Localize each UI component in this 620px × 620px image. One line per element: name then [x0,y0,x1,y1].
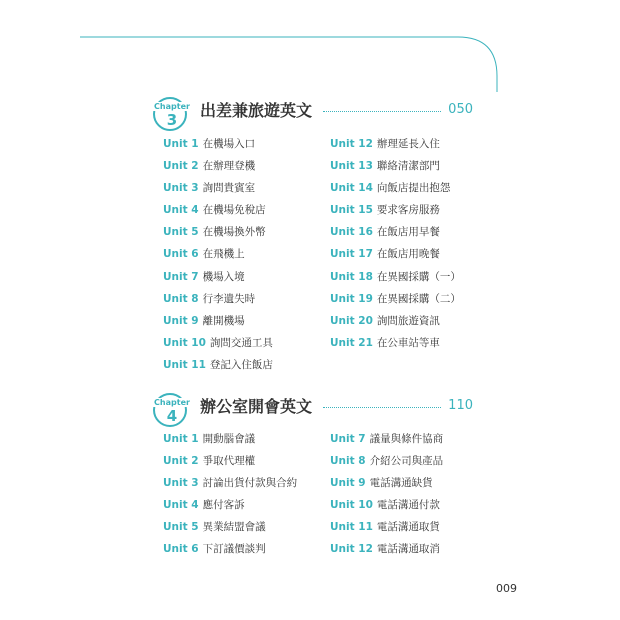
unit-item[interactable] [163,454,297,476]
unit-title: 在機場入口 [202,138,256,150]
unit-title: 登記入住飯店 [209,358,273,371]
unit-number: Unit 21 [330,336,373,349]
unit-title: 離開機場 [202,314,245,327]
unit-item[interactable] [330,292,461,314]
unit-number: Unit 7 [163,270,199,283]
unit-number: Unit 2 [163,455,199,468]
unit-item[interactable] [163,498,297,520]
unit-number: Unit 8 [163,292,199,305]
unit-number: Unit 6 [163,248,199,261]
unit-title: 在公車站等車 [376,336,440,349]
unit-title: 電話溝通取消 [376,543,440,556]
unit-title: 開動腦會議 [202,433,256,445]
unit-item[interactable] [330,203,461,225]
chapter-3-dotted-leader [323,111,441,112]
unit-item[interactable] [163,432,297,454]
unit-title: 詢問旅遊資訊 [376,314,440,327]
unit-item[interactable] [163,159,273,181]
chapter-3-header[interactable] [153,97,473,133]
chapter-4-badge-number: 4 [166,407,178,425]
unit-title: 辦理延長入住 [376,138,440,150]
chapter-3-badge [153,97,190,131]
chapter-4-header[interactable] [153,393,473,429]
unit-item[interactable] [330,181,461,203]
unit-title: 行李遺失時 [202,292,256,305]
unit-title: 異業結盟會議 [202,521,266,534]
unit-title: 在異國採購（二） [376,292,461,305]
chapter-4-page-number: 110 [448,398,473,413]
unit-item[interactable] [330,520,443,542]
unit-number: Unit 10 [330,499,373,512]
unit-item[interactable] [330,454,443,476]
unit-item[interactable] [163,542,297,564]
unit-number: Unit 16 [330,226,373,239]
unit-title: 電話溝通付款 [376,499,440,512]
unit-item[interactable] [330,542,443,564]
unit-number: Unit 1 [163,138,199,150]
unit-title: 在飯店用晚餐 [376,248,440,261]
unit-number: Unit 14 [330,182,373,195]
unit-title: 電話溝通取貨 [376,521,440,534]
unit-number: Unit 9 [163,314,199,327]
unit-item[interactable] [163,270,273,292]
chapter-4-badge [153,393,190,427]
page-number: 009 [496,582,517,595]
unit-title: 介紹公司與產品 [369,455,444,468]
chapter-4-title: 辦公室開會英文 [200,397,313,416]
unit-number: Unit 1 [163,433,199,445]
chapter-3-title: 出差兼旅遊英文 [200,101,313,120]
unit-title: 電話溝通缺貨 [369,477,433,490]
unit-number: Unit 6 [163,543,199,556]
unit-number: Unit 19 [330,292,373,305]
chapter-3-left-unit-list [163,137,273,380]
unit-number: Unit 15 [330,204,373,217]
unit-title: 在異國採購（一） [376,270,461,283]
unit-title: 向飯店提出抱怨 [376,182,451,195]
unit-number: Unit 10 [163,336,206,349]
unit-number: Unit 17 [330,248,373,261]
unit-title: 機場入境 [202,270,245,283]
unit-item[interactable] [330,159,461,181]
unit-number: Unit 20 [330,314,373,327]
unit-number: Unit 12 [330,543,373,556]
unit-title: 討論出貨付款與合約 [202,477,298,490]
chapter-3-badge-word: Chapter [151,102,193,111]
unit-number: Unit 5 [163,226,199,239]
unit-title: 爭取代理權 [202,455,256,468]
unit-title: 議量與條件協商 [369,433,444,445]
unit-number: Unit 8 [330,455,366,468]
unit-number: Unit 3 [163,477,199,490]
unit-number: Unit 11 [163,358,206,371]
unit-item[interactable] [163,358,273,380]
chapter-4-right-unit-list [330,432,443,565]
unit-item[interactable] [163,225,273,247]
unit-item[interactable] [330,432,443,454]
unit-title: 在機場免稅店 [202,204,266,217]
unit-item[interactable] [163,314,273,336]
unit-item[interactable] [163,137,273,159]
unit-number: Unit 7 [330,433,366,445]
unit-title: 要求客房服務 [376,204,440,217]
unit-number: Unit 13 [330,160,373,173]
unit-number: Unit 12 [330,138,373,150]
unit-title: 下訂議價談判 [202,543,266,556]
unit-title: 在飛機上 [202,248,245,261]
unit-number: Unit 11 [330,521,373,534]
unit-item[interactable] [330,498,443,520]
unit-item[interactable] [163,520,297,542]
chapter-4-badge-word: Chapter [151,398,193,407]
unit-item[interactable] [330,314,461,336]
unit-item[interactable] [163,247,273,269]
unit-number: Unit 4 [163,204,199,217]
unit-item[interactable] [330,225,461,247]
unit-title: 詢問貴賓室 [202,182,256,195]
unit-item[interactable] [330,336,461,358]
chapter-4-left-unit-list [163,432,297,565]
unit-number: Unit 18 [330,270,373,283]
unit-item[interactable] [330,247,461,269]
unit-title: 詢問交通工具 [209,336,273,349]
unit-title: 在飯店用早餐 [376,226,440,239]
unit-title: 應付客訴 [202,499,245,512]
unit-item[interactable] [163,292,273,314]
chapter-3-right-unit-list [330,137,461,358]
unit-title: 聯絡清潔部門 [376,160,440,173]
chapter-4-dotted-leader [323,407,441,408]
unit-item[interactable] [330,270,461,292]
chapter-3-badge-number: 3 [166,111,178,129]
chapter-3-page-number: 050 [448,102,473,117]
unit-item[interactable] [163,203,273,225]
unit-number: Unit 3 [163,182,199,195]
unit-number: Unit 4 [163,499,199,512]
unit-item[interactable] [163,476,297,498]
unit-number: Unit 2 [163,160,199,173]
unit-item[interactable] [330,476,443,498]
unit-title: 在機場換外幣 [202,226,266,239]
unit-title: 在辦理登機 [202,160,256,173]
unit-item[interactable] [330,137,461,159]
unit-item[interactable] [163,336,273,358]
unit-number: Unit 9 [330,477,366,490]
unit-item[interactable] [163,181,273,203]
unit-number: Unit 5 [163,521,199,534]
